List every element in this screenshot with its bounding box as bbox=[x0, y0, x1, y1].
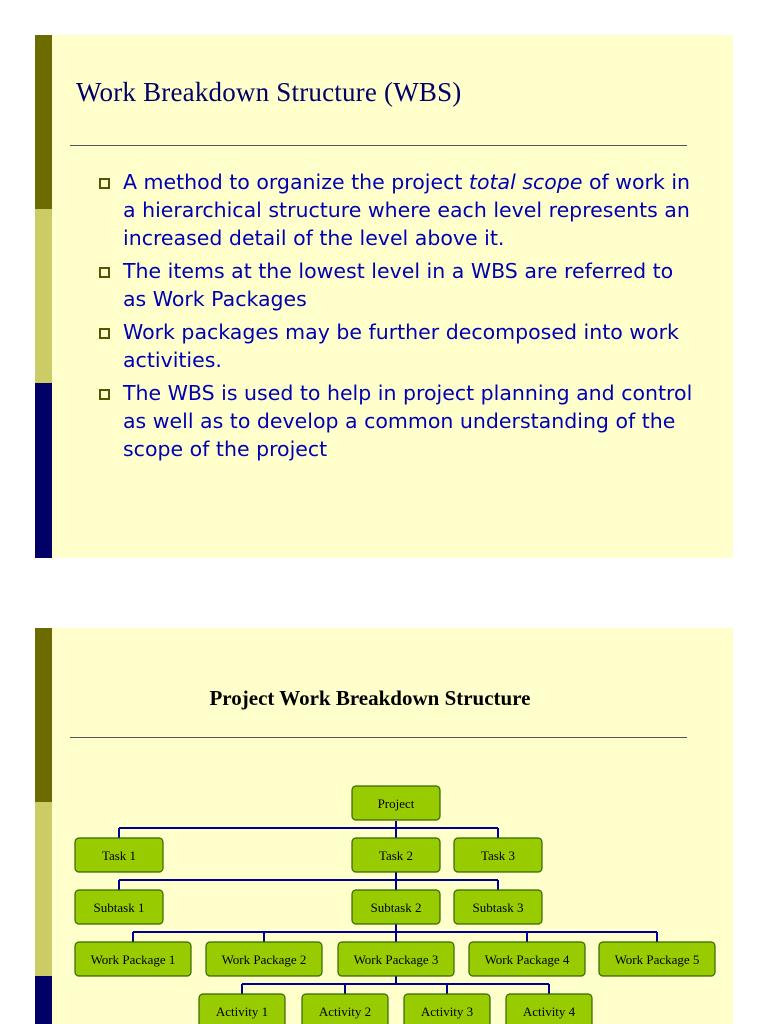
wbs-node-activity bbox=[506, 994, 592, 1024]
wbs-node-subtask bbox=[75, 890, 163, 924]
svg-text:Activity 2: Activity 2 bbox=[318, 1004, 372, 1019]
bullet-list bbox=[99, 168, 699, 468]
side-bar-khaki bbox=[35, 209, 52, 383]
side-bar-olive bbox=[35, 35, 52, 209]
svg-text:Work Package 3: Work Package 3 bbox=[353, 952, 439, 967]
wbs-node-activity bbox=[199, 994, 285, 1024]
svg-text:Project: Project bbox=[377, 796, 415, 811]
connector-project-tasks bbox=[119, 821, 498, 838]
bullet-emphasis: total scope bbox=[468, 170, 583, 194]
title-divider bbox=[70, 145, 687, 146]
connector-task-subtasks bbox=[119, 872, 498, 890]
bullet-item bbox=[99, 379, 699, 463]
wbs-node-work-package bbox=[338, 942, 454, 976]
svg-text:Activity 4: Activity 4 bbox=[522, 1004, 576, 1019]
wbs-node-activity bbox=[404, 994, 490, 1024]
wbs-node-project bbox=[352, 786, 440, 820]
wbs-node-subtask bbox=[454, 890, 542, 924]
connector-package-activities bbox=[242, 976, 549, 994]
wbs-node-work-package bbox=[75, 942, 191, 976]
svg-text:Task 3: Task 3 bbox=[480, 848, 516, 863]
square-bullet-icon bbox=[99, 178, 110, 189]
slide-wbs-diagram bbox=[35, 628, 733, 1024]
bullet-text: The WBS is used to help in project planning and control as well as to develop a common understanding of the scope of the project bbox=[123, 381, 693, 461]
diagram-title: Project Work Breakdown Structure bbox=[209, 686, 531, 710]
bullet-item bbox=[99, 168, 699, 252]
slide-wbs-definition bbox=[35, 35, 733, 558]
bullet-item bbox=[99, 257, 699, 313]
wbs-node-task bbox=[352, 838, 440, 872]
svg-text:Work Package 1: Work Package 1 bbox=[90, 952, 176, 967]
square-bullet-icon bbox=[99, 267, 110, 278]
wbs-node-activity bbox=[302, 994, 388, 1024]
svg-text:Task 2: Task 2 bbox=[378, 848, 414, 863]
square-bullet-icon bbox=[99, 389, 110, 400]
wbs-node-work-package bbox=[206, 942, 322, 976]
bullet-text: A method to organize the project total scope of work in a hierarchical structure where each level represents an increased detail of the level above it. bbox=[123, 170, 691, 250]
slide-title: Work Breakdown Structure (WBS) bbox=[76, 77, 462, 107]
wbs-node-work-package bbox=[599, 942, 715, 976]
wbs-node-task bbox=[75, 838, 163, 872]
svg-text:Subtask 3: Subtask 3 bbox=[472, 900, 524, 915]
wbs-node-work-package bbox=[469, 942, 585, 976]
connector-subtask-packages bbox=[133, 924, 657, 942]
bullet-text: The items at the lowest level in a WBS are referred to as Work Packages bbox=[123, 259, 674, 311]
square-bullet-icon bbox=[99, 328, 110, 339]
svg-text:Activity 1: Activity 1 bbox=[215, 1004, 269, 1019]
wbs-diagram bbox=[35, 628, 733, 1024]
svg-text:Subtask 2: Subtask 2 bbox=[370, 900, 422, 915]
side-bar-navy bbox=[35, 383, 52, 558]
svg-text:Work Package 5: Work Package 5 bbox=[614, 952, 700, 967]
wbs-node-task bbox=[454, 838, 542, 872]
bullet-text: Work packages may be further decomposed into work activities. bbox=[123, 320, 679, 372]
wbs-node-subtask bbox=[352, 890, 440, 924]
svg-text:Subtask 1: Subtask 1 bbox=[93, 900, 145, 915]
svg-text:Activity 3: Activity 3 bbox=[420, 1004, 474, 1019]
bullet-item bbox=[99, 318, 699, 374]
svg-text:Task 1: Task 1 bbox=[101, 848, 137, 863]
svg-text:Work Package 2: Work Package 2 bbox=[221, 952, 307, 967]
svg-text:Work Package 4: Work Package 4 bbox=[484, 952, 570, 967]
